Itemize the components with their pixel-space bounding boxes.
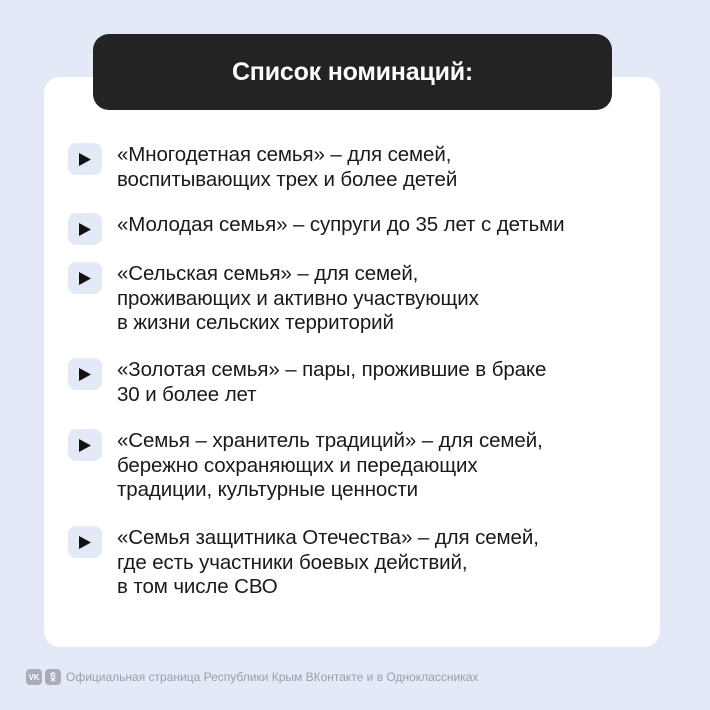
nomination-text: «Многодетная семья» – для семей, воспитывающих трех и более детей (117, 143, 458, 191)
list-item (68, 429, 543, 503)
list-item (68, 143, 457, 192)
list-item (68, 213, 565, 245)
nomination-text: «Золотая семья» – пары, прожившие в браке 30 и более лет (117, 358, 547, 406)
nomination-text: «Молодая семья» – супруги до 35 лет с детьми (117, 213, 565, 236)
nomination-text: «Семья – хранитель традиций» – для семей, бережно сохраняющих и передающих традиции, культурные ценности (117, 429, 543, 501)
list-item (68, 358, 546, 407)
list-item (68, 262, 479, 336)
nomination-text: «Сельская семья» – для семей, проживающих и активно участвующих в жизни сельских территорий (117, 262, 479, 334)
page-title: Список номинаций: (231, 57, 474, 86)
play-icon (68, 262, 102, 294)
play-icon (68, 526, 102, 558)
play-icon (68, 143, 102, 175)
play-icon (68, 358, 102, 390)
nomination-text: «Семья защитника Отечества» – для семей, где есть участники боевых действий, в том числе СВО (117, 526, 539, 598)
play-icon (68, 213, 102, 245)
footer-text: Официальная страница Республики Крым ВКонтакте и в Одноклассниках (66, 670, 479, 684)
footer (26, 669, 478, 685)
ok-icon (45, 669, 61, 685)
play-icon (68, 429, 102, 461)
list-item (68, 526, 539, 600)
title-bar (93, 34, 612, 110)
vk-icon: VK (26, 669, 42, 685)
